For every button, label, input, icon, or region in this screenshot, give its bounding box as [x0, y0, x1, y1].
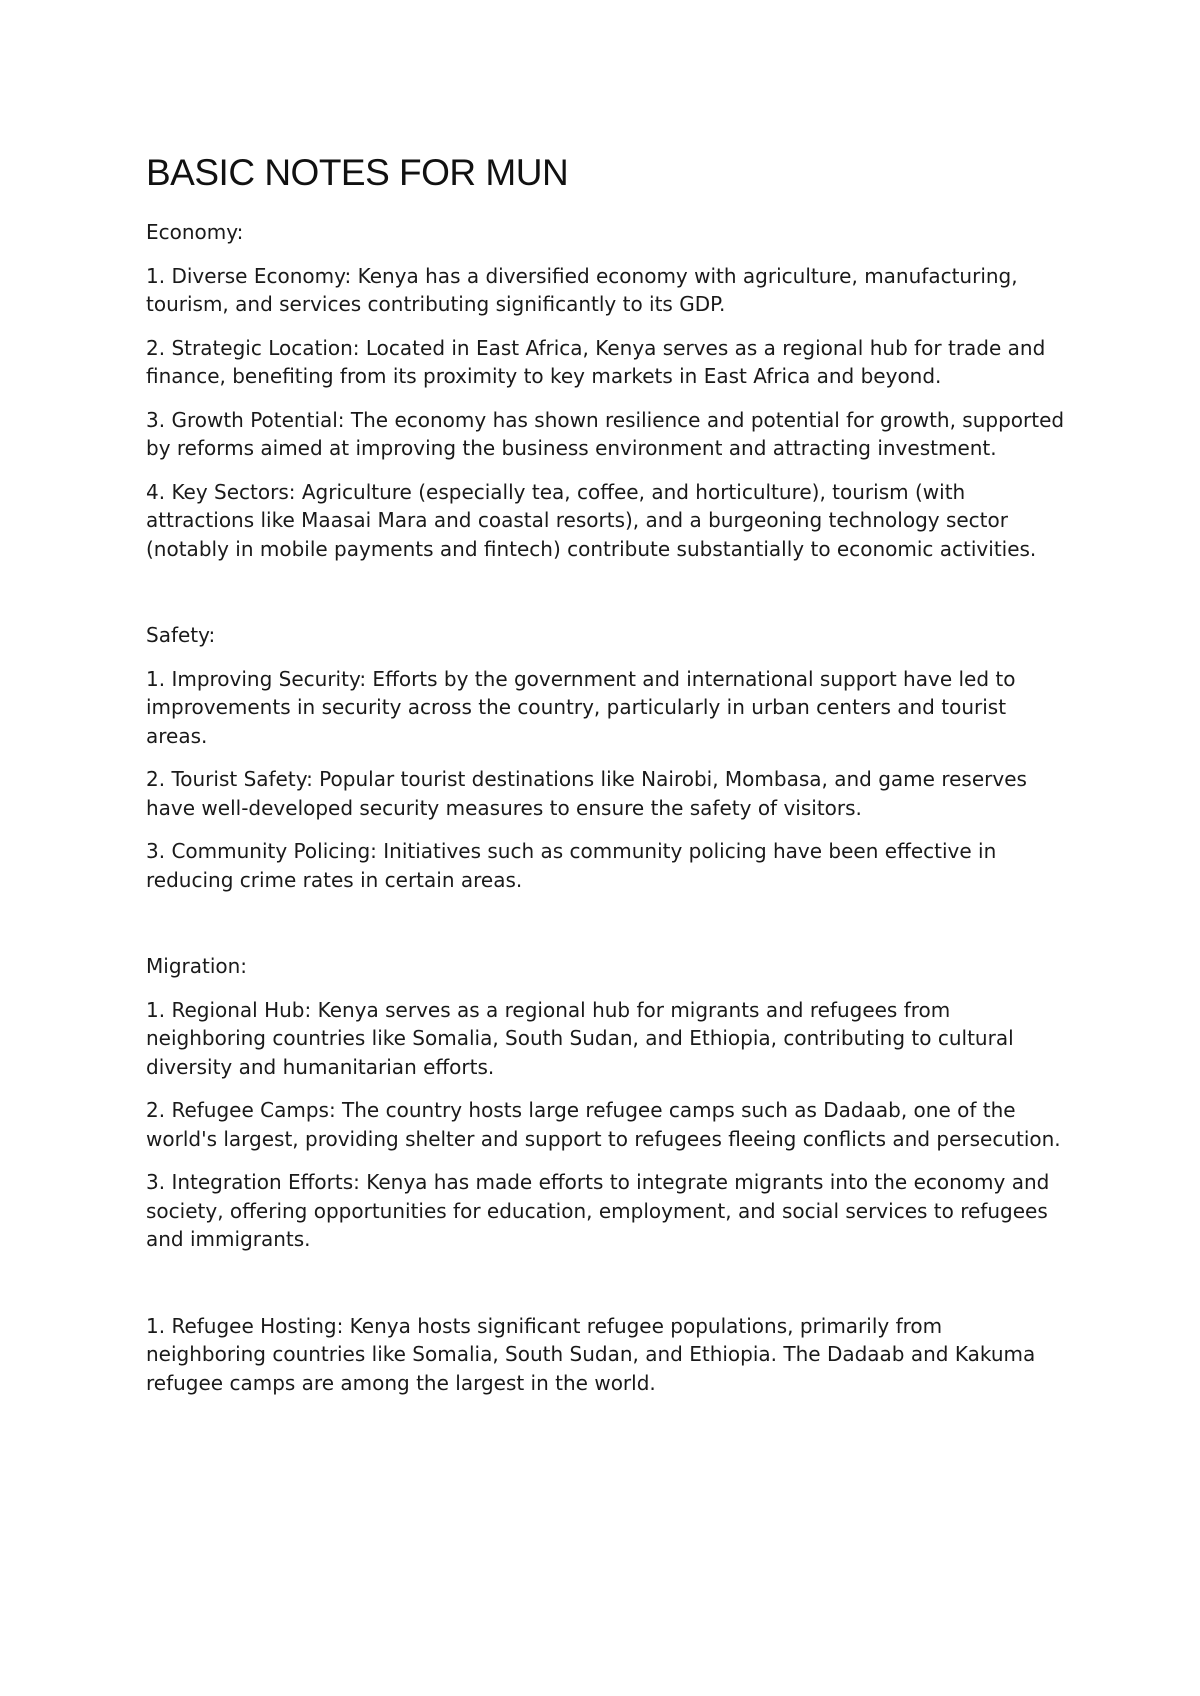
document-title: BASIC NOTES FOR MUN	[146, 152, 569, 193]
section-migration	[146, 952, 1066, 1254]
section-heading-safety: Safety:	[146, 623, 216, 647]
section-spacer	[146, 909, 1066, 952]
safety-point-1: 1. Improving Security: Efforts by the government and international support have led to improvements in security across the country, particularly in urban centers and tourist areas.	[146, 666, 1016, 748]
migration-point-2: 2. Refugee Camps: The country hosts large refugee camps such as Dadaab, one of the world's largest, providing shelter and support to refugees fleeing conflicts and persecution.	[146, 1098, 1061, 1151]
migration-point-1: 1. Regional Hub: Kenya serves as a regional hub for migrants and refugees from neighboring countries like Somalia, South Sudan, and Ethiopia, contributing to cultural diversity and humanitarian efforts.	[146, 997, 1014, 1079]
economy-point-1: 1. Diverse Economy: Kenya has a diversified economy with agriculture, manufacturing, tourism, and services contributing significantly to its GDP.	[146, 263, 1018, 316]
section-economy	[146, 218, 1066, 563]
economy-point-4: 4. Key Sectors: Agriculture (especially tea, coffee, and horticulture), tourism (with attractions like Maasai Mara and coastal resorts), and a burgeoning technology sector (notably in mobile payments and fintech) contribute substantially to economic activities.	[146, 479, 1037, 561]
section-heading-migration: Migration:	[146, 954, 248, 978]
economy-point-3: 3. Growth Potential: The economy has shown resilience and potential for growth, supported by reforms aimed at improving the business environment and attracting investment.	[146, 407, 1065, 460]
economy-point-2: 2. Strategic Location: Located in East Africa, Kenya serves as a regional hub for trade and finance, benefiting from its proximity to key markets in East Africa and beyond.	[146, 335, 1046, 388]
safety-point-2: 2. Tourist Safety: Popular tourist destinations like Nairobi, Mombasa, and game reserves have well-developed security measures to ensure the safety of visitors.	[146, 767, 1027, 820]
section-heading-economy: Economy:	[146, 220, 244, 244]
document-body	[146, 150, 1066, 1412]
migration-point-3: 3. Integration Efforts: Kenya has made efforts to integrate migrants into the economy and society, offering opportunities for education, employment, and social services to refugees and immigrants.	[146, 1170, 1050, 1251]
refugee-hosting-point-1: 1. Refugee Hosting: Kenya hosts significant refugee populations, primarily from neighboring countries like Somalia, South Sudan, and Ethiopia. The Dadaab and Kakuma refugee camps are among the largest in the world.	[146, 1313, 1036, 1395]
section-spacer	[146, 1269, 1066, 1312]
safety-point-3: 3. Community Policing: Initiatives such as community policing have been effective in reducing crime rates in certain areas.	[146, 839, 997, 892]
section-safety	[146, 621, 1066, 894]
section-spacer	[146, 578, 1066, 621]
section-refugee-hosting	[146, 1312, 1066, 1398]
